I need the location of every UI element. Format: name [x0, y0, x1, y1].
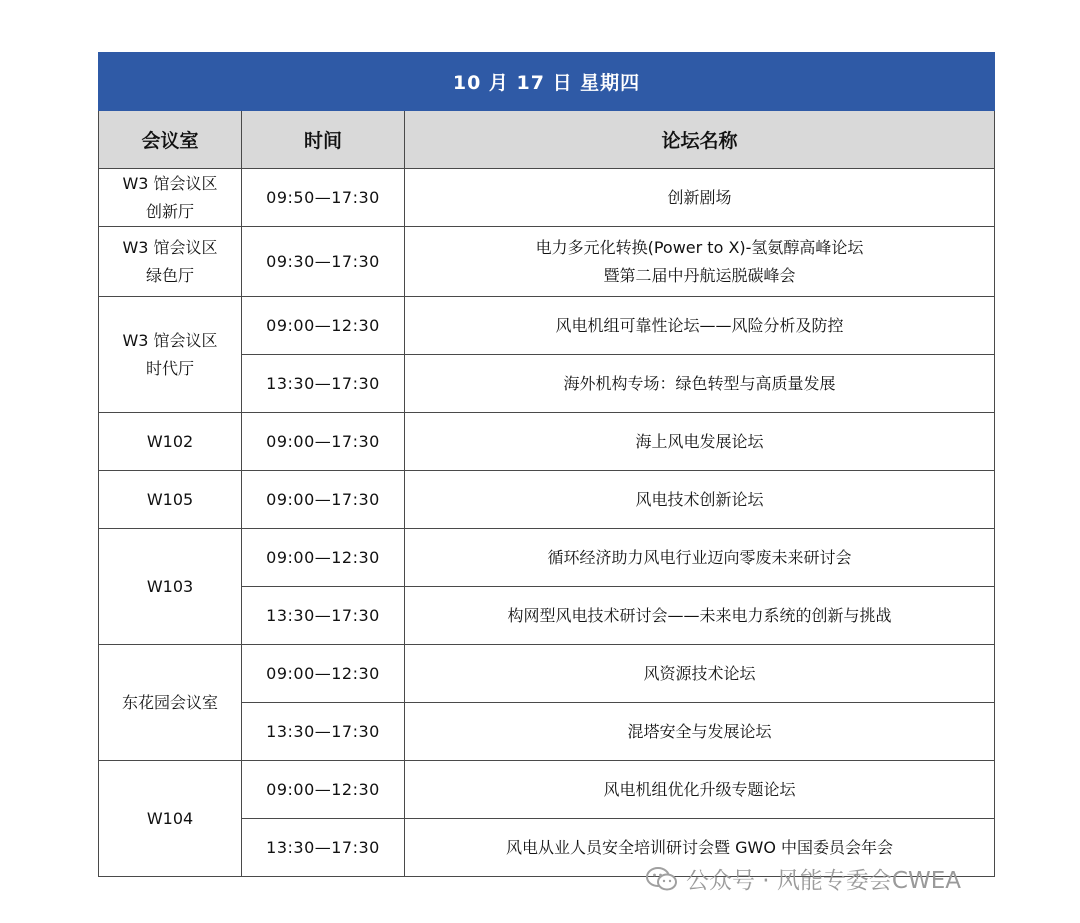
time-cell: 09:00—12:30 [242, 297, 405, 355]
room-cell [99, 413, 242, 471]
wechat-icon [646, 866, 678, 892]
forum-name-line: 风电从业人员安全培训研讨会暨 GWO 中国委员会年会 [506, 837, 894, 857]
forum-name-line: 风电机组优化升级专题论坛 [603, 779, 796, 799]
room-name-line: 绿色厅 [145, 265, 194, 285]
time-cell: 09:00—12:30 [242, 529, 405, 587]
table-row [99, 413, 995, 471]
room-cell [99, 761, 242, 877]
room-name-line: W105 [146, 489, 194, 509]
date-title: 10 月 17 日 星期四 [99, 53, 995, 111]
time-cell: 13:30—17:30 [242, 703, 405, 761]
forum-name-line: 循环经济助力风电行业迈向零废未来研讨会 [547, 547, 852, 567]
table-row [99, 227, 995, 297]
room-cell [99, 169, 242, 227]
forum-cell [405, 587, 995, 645]
forum-name-line: 电力多元化转换(Power to X)-氢氨醇高峰论坛 [535, 237, 864, 257]
column-header-time: 时间 [242, 111, 405, 169]
forum-name-line: 构网型风电技术研讨会——未来电力系统的创新与挑战 [507, 605, 892, 625]
room-name-line: W3 馆会议区 [122, 237, 218, 257]
room-cell [99, 645, 242, 761]
room-name-line: W3 馆会议区 [122, 173, 218, 193]
forum-cell [405, 355, 995, 413]
room-cell [99, 227, 242, 297]
room-name-line: 创新厅 [145, 201, 194, 221]
forum-cell [405, 703, 995, 761]
watermark [646, 862, 961, 895]
time-cell: 09:00—17:30 [242, 413, 405, 471]
table-row [99, 297, 995, 355]
forum-name-line: 海上风电发展论坛 [635, 431, 764, 451]
schedule-body [99, 169, 995, 877]
room-name-line: W3 馆会议区 [122, 330, 218, 350]
table-row [99, 761, 995, 819]
room-cell [99, 297, 242, 413]
room-name-line: 时代厅 [145, 358, 194, 378]
forum-name-line: 风资源技术论坛 [643, 663, 756, 683]
time-cell: 13:30—17:30 [242, 355, 405, 413]
forum-cell [405, 529, 995, 587]
forum-name-line: 风电机组可靠性论坛——风险分析及防控 [555, 315, 844, 335]
time-cell: 09:00—12:30 [242, 761, 405, 819]
time-cell: 09:30—17:30 [242, 227, 405, 297]
forum-name-line: 暨第二届中丹航运脱碳峰会 [603, 265, 796, 285]
forum-cell [405, 297, 995, 355]
column-header-row [99, 111, 995, 169]
room-name-line: W102 [146, 431, 194, 451]
table-row [99, 529, 995, 587]
forum-cell [405, 227, 995, 297]
forum-cell [405, 645, 995, 703]
time-cell: 13:30—17:30 [242, 587, 405, 645]
column-header-forum: 论坛名称 [405, 111, 995, 169]
forum-cell [405, 413, 995, 471]
schedule-table [98, 52, 995, 877]
time-cell: 09:50—17:30 [242, 169, 405, 227]
watermark-text: 公众号 · 风能专委会CWEA [686, 868, 962, 894]
forum-cell [405, 471, 995, 529]
table-row [99, 645, 995, 703]
time-cell: 09:00—12:30 [242, 645, 405, 703]
room-name-line: 东花园会议室 [121, 692, 218, 712]
forum-name-line: 风电技术创新论坛 [635, 489, 764, 509]
table-row [99, 169, 995, 227]
table-row [99, 471, 995, 529]
room-name-line: W104 [146, 808, 194, 828]
room-cell [99, 471, 242, 529]
forum-name-line: 创新剧场 [667, 187, 732, 207]
forum-cell [405, 169, 995, 227]
forum-name-line: 混塔安全与发展论坛 [627, 721, 772, 741]
date-header-row [99, 53, 995, 111]
time-cell: 09:00—17:30 [242, 471, 405, 529]
forum-cell [405, 761, 995, 819]
room-name-line: W103 [146, 576, 194, 596]
room-cell [99, 529, 242, 645]
time-cell: 13:30—17:30 [242, 819, 405, 877]
forum-name-line: 海外机构专场：绿色转型与高质量发展 [563, 373, 836, 393]
column-header-room: 会议室 [99, 111, 242, 169]
